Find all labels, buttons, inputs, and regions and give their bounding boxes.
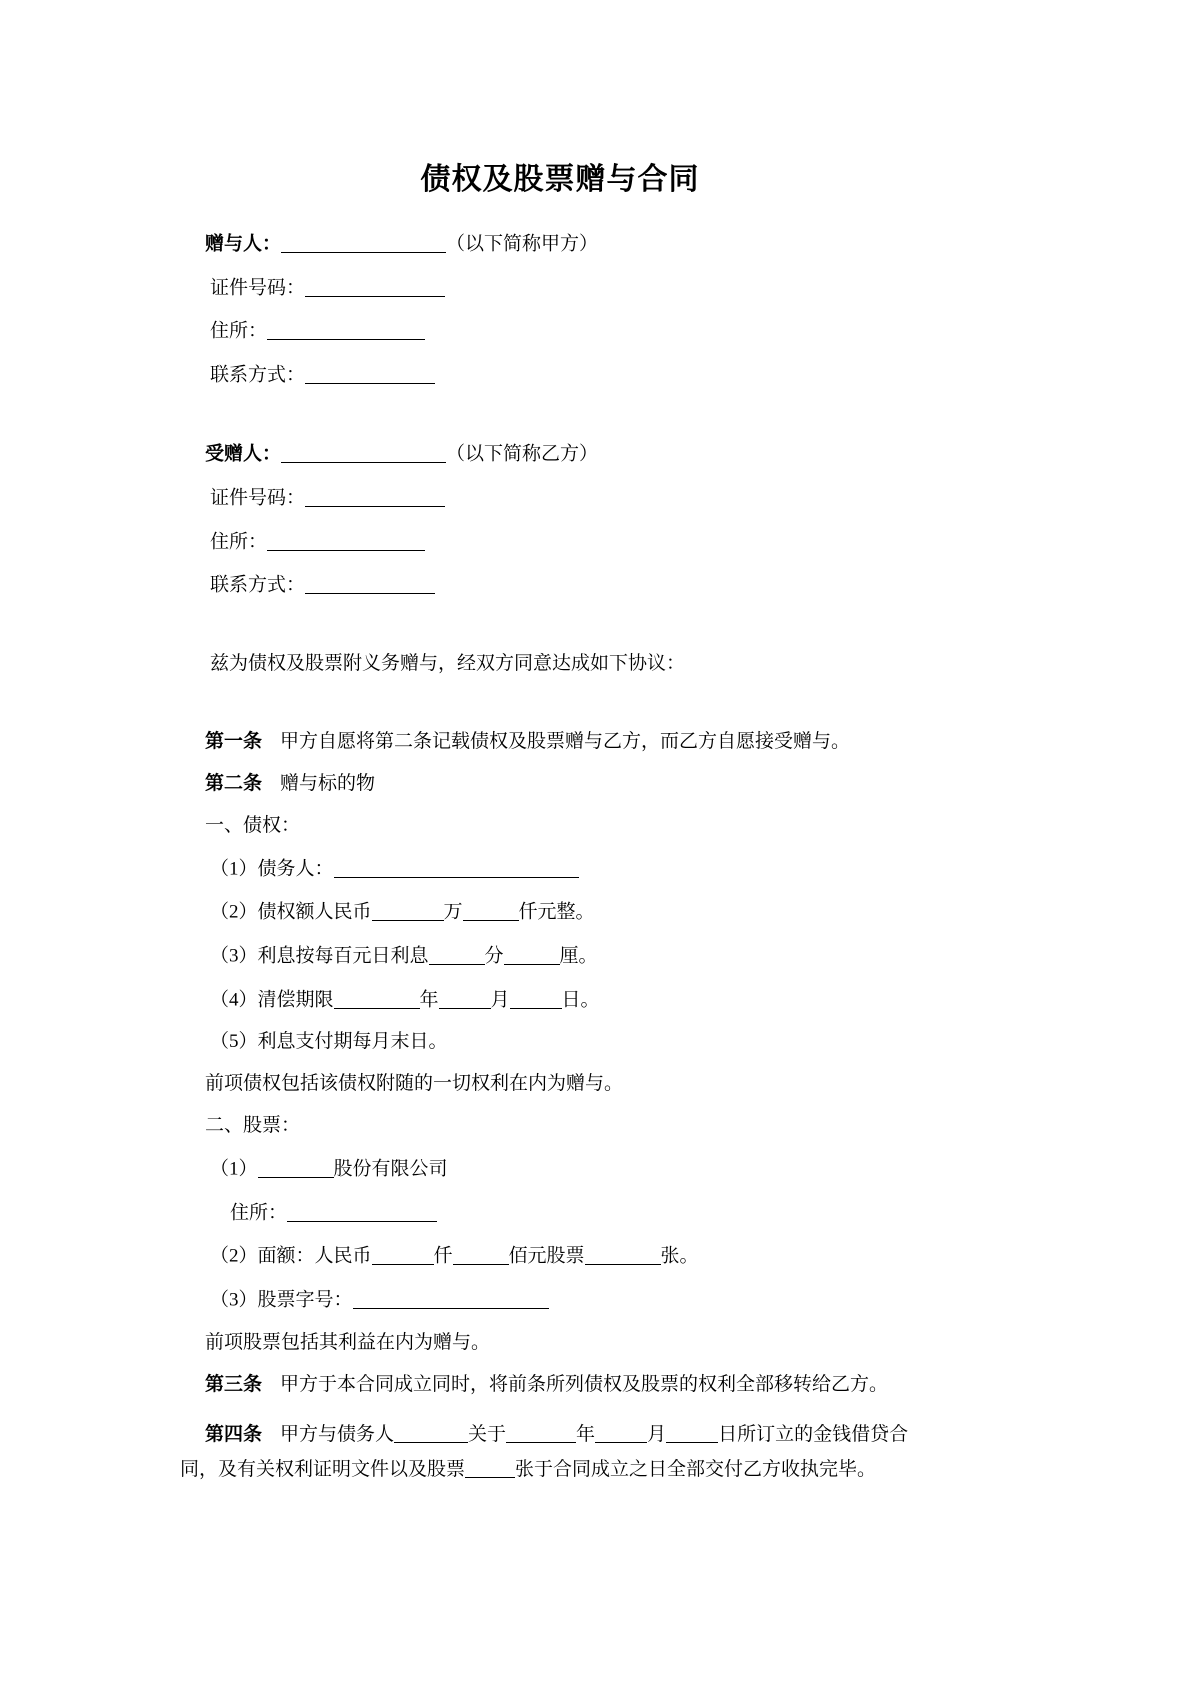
- donor-alias: （以下简称甲方）: [446, 233, 599, 255]
- stock-address-label: 住所：: [230, 1202, 288, 1224]
- article-3-text: 甲方于本合同成立同时，将前条所列债权及股票的权利全部移转给乙方。: [280, 1373, 889, 1395]
- stock-company-blank[interactable]: [258, 1158, 334, 1178]
- stock-face-qian-blank[interactable]: [372, 1245, 434, 1265]
- debt-item-1-label: （1）债务人：: [210, 858, 334, 880]
- donee-id-blank[interactable]: [305, 487, 445, 507]
- debt-item-2-prefix: （2）债权额人民币: [210, 901, 372, 923]
- stock-item-2-mid1: 仟: [433, 1245, 453, 1267]
- debt-item-5: （5）利息支付期每月末日。: [210, 1031, 448, 1053]
- debt-item-3: [210, 945, 940, 966]
- donor-address-blank[interactable]: [267, 320, 425, 340]
- document-content: [180, 160, 940, 1510]
- donor-name-row: [205, 233, 940, 254]
- debt-item-3-prefix: （3）利息按每百元日利息: [210, 945, 429, 967]
- stock-item-2-mid2: 佰元股票: [508, 1245, 585, 1267]
- debt-item-4: [210, 989, 940, 1010]
- article-2-number: 第二条: [205, 772, 263, 794]
- debt-interest-fen-blank[interactable]: [429, 945, 485, 965]
- stock-note: 前项股票包括其利益在内为赠与。: [205, 1331, 491, 1353]
- donee-address-label: 住所：: [210, 531, 268, 553]
- debt-item-1: [210, 858, 940, 879]
- debt-due-year-blank[interactable]: [334, 989, 420, 1009]
- debt-item-4-mid2: 月: [490, 989, 510, 1011]
- stock-face-bai-blank[interactable]: [453, 1245, 509, 1265]
- stock-item-1-prefix: （1）: [210, 1158, 258, 1180]
- stock-item-2-prefix: （2）面额：人民币: [210, 1245, 372, 1267]
- article-3-number: 第三条: [205, 1373, 263, 1395]
- spacer-preamble-articles: [180, 696, 940, 732]
- donee-contact-blank[interactable]: [305, 574, 435, 594]
- debt-item-2: [210, 901, 940, 922]
- debt-due-day-blank[interactable]: [510, 989, 562, 1009]
- article-4-row: [180, 1417, 940, 1487]
- donee-contact-row: [210, 574, 940, 595]
- donor-address-row: [210, 320, 940, 341]
- debt-item-3-mid: 分: [484, 945, 504, 967]
- debt-section-heading: 一、债权：: [205, 814, 301, 836]
- article-4-part5: 日所订立的金钱借贷合同，及有关权利证明文件以及股票: [180, 1423, 909, 1480]
- donee-alias: （以下简称乙方）: [446, 443, 599, 465]
- donee-address-row: [210, 531, 940, 552]
- debt-interest-li-blank[interactable]: [504, 945, 560, 965]
- debt-debtor-blank[interactable]: [334, 858, 579, 878]
- article-4-day-blank[interactable]: [666, 1423, 718, 1443]
- debt-item-2-suffix: 仟元整。: [518, 901, 595, 923]
- article-4-year-blank[interactable]: [506, 1423, 576, 1443]
- article-4-part2: 关于: [468, 1423, 507, 1445]
- donor-label: 赠与人：: [205, 233, 282, 255]
- stock-section-heading: 二、股票：: [205, 1115, 301, 1137]
- stock-item-1: [210, 1158, 940, 1179]
- article-4-stock-count-blank[interactable]: [465, 1458, 515, 1478]
- article-4-debtor-blank[interactable]: [394, 1423, 468, 1443]
- donee-name-blank[interactable]: [281, 443, 446, 463]
- preamble-text: 兹为债权及股票附义务赠与，经双方同意达成如下协议：: [210, 652, 686, 674]
- stock-item-3-prefix: （3）股票字号：: [210, 1289, 353, 1311]
- stock-address-row: [230, 1202, 940, 1223]
- donor-id-label: 证件号码：: [210, 277, 306, 299]
- donor-contact-blank[interactable]: [305, 364, 435, 384]
- article-4-part6: 张于合同成立之日全部交付乙方收执完毕。: [515, 1458, 877, 1480]
- article-2-row: [205, 774, 940, 793]
- spacer-donee-preamble: [180, 618, 940, 654]
- donor-address-label: 住所：: [210, 320, 268, 342]
- page-title: 债权及股票赠与合同: [420, 163, 700, 196]
- debt-item-4-prefix: （4）清偿期限: [210, 989, 334, 1011]
- stock-item-2: [210, 1245, 940, 1266]
- donor-id-row: [210, 277, 940, 298]
- donee-name-row: [205, 443, 940, 464]
- donor-id-blank[interactable]: [305, 277, 445, 297]
- donee-contact-label: 联系方式：: [210, 574, 306, 596]
- debt-item-3-suffix: 厘。: [559, 945, 598, 967]
- article-3-row: [205, 1375, 940, 1394]
- debt-item-2-mid: 万: [443, 901, 463, 923]
- donee-label: 受赠人：: [205, 443, 282, 465]
- debt-due-month-blank[interactable]: [439, 989, 491, 1009]
- stock-item-3: [210, 1289, 940, 1310]
- article-1-text: 甲方自愿将第二条记载债权及股票赠与乙方，而乙方自愿接受赠与。: [280, 730, 851, 752]
- article-4-part3: 年: [576, 1423, 596, 1445]
- article-4-month-blank[interactable]: [595, 1423, 647, 1443]
- donee-address-blank[interactable]: [267, 531, 425, 551]
- article-4-number: 第四条: [205, 1423, 263, 1445]
- debt-amount-qian-blank[interactable]: [463, 901, 519, 921]
- debt-note: 前项债权包括该债权附随的一切权利在内为赠与。: [205, 1073, 624, 1095]
- stock-code-blank[interactable]: [353, 1289, 549, 1309]
- stock-item-1-suffix: 股份有限公司: [333, 1158, 448, 1180]
- stock-sheets-blank[interactable]: [585, 1245, 661, 1265]
- spacer-donor-donee: [180, 407, 940, 443]
- donee-id-row: [210, 487, 940, 508]
- donee-id-label: 证件号码：: [210, 487, 306, 509]
- donor-name-blank[interactable]: [281, 233, 446, 253]
- stock-address-blank[interactable]: [287, 1202, 437, 1222]
- article-1-row: [205, 732, 940, 751]
- stock-item-2-suffix: 张。: [660, 1245, 699, 1267]
- donor-contact-label: 联系方式：: [210, 364, 306, 386]
- article-1-number: 第一条: [205, 730, 263, 752]
- article-4-part1: 甲方与债务人: [280, 1423, 395, 1445]
- donor-contact-row: [210, 364, 940, 385]
- debt-item-4-mid1: 年: [419, 989, 439, 1011]
- article-4-part4: 月: [647, 1423, 667, 1445]
- article-2-text: 赠与标的物: [280, 772, 376, 794]
- debt-item-4-suffix: 日。: [561, 989, 600, 1011]
- debt-amount-wan-blank[interactable]: [372, 901, 444, 921]
